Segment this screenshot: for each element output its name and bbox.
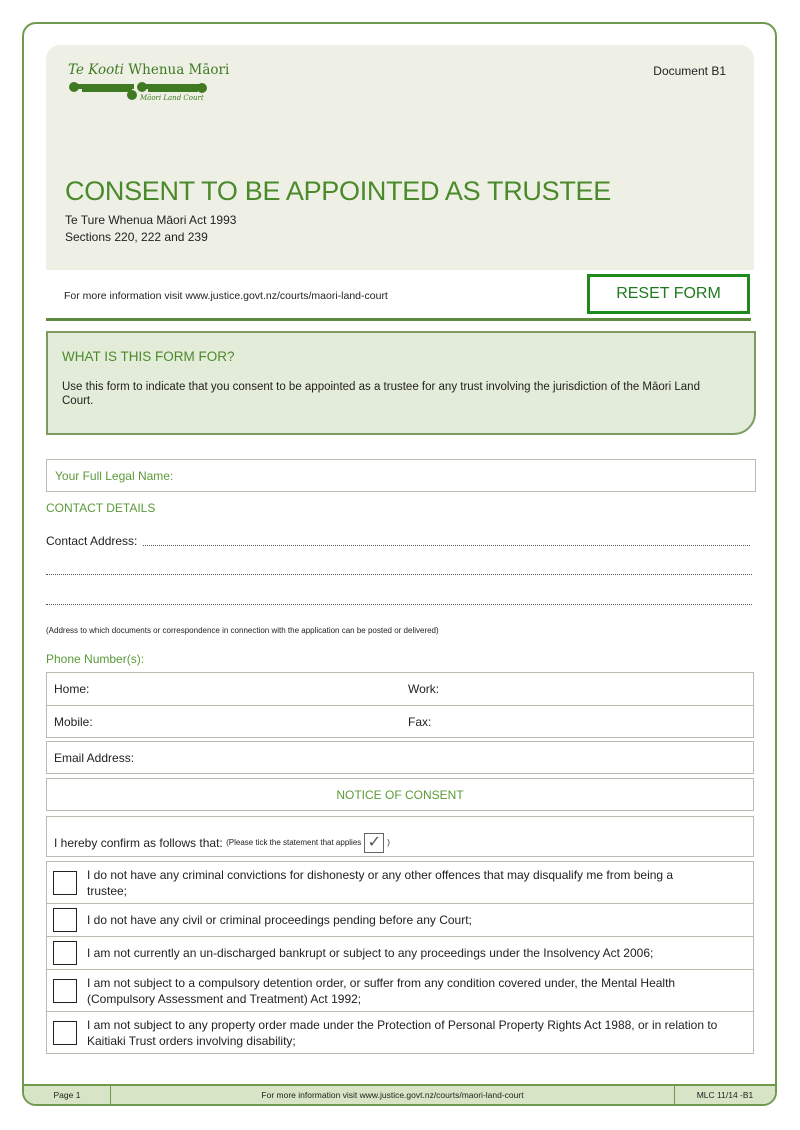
statement-row [46, 936, 754, 970]
mobile-phone-field[interactable]: Mobile: [54, 714, 93, 729]
statement-text: I do not have any civil or criminal proceedings pending before any Court; [87, 913, 472, 927]
statement-text: I am not subject to a compulsory detention order, or suffer from any condition covered under, the Mental Health (Compulsory Assessment and Treatment) Act 1992; [87, 975, 676, 1006]
footer-info: For more information visit www.justice.govt.nz/courts/maori-land-court [111, 1086, 675, 1104]
sections: Sections 220, 222 and 239 [65, 230, 208, 244]
statement-checkbox[interactable] [53, 1021, 77, 1045]
statement-row [46, 861, 754, 904]
contact-address-line-1[interactable] [143, 545, 750, 546]
logo-subtitle: Māori Land Court [140, 94, 204, 102]
confirm-note: (Please tick the statement that applies [226, 838, 362, 847]
statement-text: I do not have any criminal convictions for dishonesty or any other offences that may disqualify me from being a trustee; [87, 867, 674, 898]
statement-checkbox[interactable] [53, 871, 77, 895]
contact-heading: CONTACT DETAILS [46, 501, 156, 515]
confirm-row [46, 816, 754, 857]
phone-heading: Phone Number(s): [46, 652, 145, 666]
act-reference [65, 212, 236, 246]
statement-row [46, 969, 754, 1012]
footer-page: Page 1 [24, 1086, 111, 1104]
footer-bar [24, 1084, 775, 1104]
statement-text: I am not currently an un-discharged bankrupt or subject to any proceedings under the Insolvency Act 2006; [87, 946, 654, 960]
logo-text-italic: Te Kooti [68, 62, 124, 78]
what-heading: WHAT IS THIS FORM FOR? [62, 349, 235, 364]
reset-form-button[interactable]: RESET FORM [587, 274, 750, 314]
page-title: CONSENT TO BE APPOINTED AS TRUSTEE [65, 176, 611, 206]
document-id: Document B1 [653, 64, 726, 78]
home-phone-field[interactable]: Home: [54, 682, 90, 696]
email-label: Email Address: [54, 750, 135, 765]
contact-address-line-2[interactable] [46, 574, 752, 575]
statement-row [46, 903, 754, 937]
footer-code: MLC 11/14 -B1 [696, 1090, 754, 1100]
notice-heading-box [46, 778, 754, 811]
act-name: Te Ture Whenua Māori Act 1993 [65, 213, 237, 227]
tick-example-icon: ✓ [364, 833, 384, 853]
confirm-label: I hereby confirm as follows that: [54, 835, 223, 850]
phone-row-1 [46, 672, 754, 706]
what-body: Use this form to indicate that you consent to be appointed as a trustee for any trust involving the jurisdiction of the Māori Land Court. [62, 381, 700, 407]
logo-text: Whenua Māori [128, 62, 230, 78]
contact-address-line-3[interactable] [46, 604, 752, 605]
statement-checkbox[interactable] [53, 941, 77, 965]
statement-text: I am not subject to any property order made under the Protection of Personal Property Rights Act 1988, or in relation to Kaitiaki Trust orders involving disability; [87, 1017, 718, 1048]
confirm-close: ) [387, 838, 390, 847]
full-name-label: Your Full Legal Name: [55, 468, 174, 483]
work-phone-field[interactable]: Work: [408, 682, 440, 696]
what-is-this-form-panel [46, 331, 756, 435]
statement-checkbox[interactable] [53, 979, 77, 1003]
phone-row-2 [46, 705, 754, 738]
court-logo [68, 62, 229, 102]
notice-heading: NOTICE OF CONSENT [336, 787, 464, 802]
divider [46, 318, 751, 321]
fax-field[interactable]: Fax: [408, 714, 432, 729]
address-note: (Address to which documents or correspondence in connection with the application can be posted or delivered) [46, 626, 439, 635]
email-field[interactable] [46, 741, 754, 774]
info-link-text: For more information visit www.justice.govt.nz/courts/maori-land-court [64, 290, 388, 302]
statement-checkbox[interactable] [53, 908, 77, 932]
statement-row [46, 1011, 754, 1054]
full-name-field[interactable] [46, 459, 756, 492]
contact-address-label: Contact Address: [46, 534, 138, 548]
